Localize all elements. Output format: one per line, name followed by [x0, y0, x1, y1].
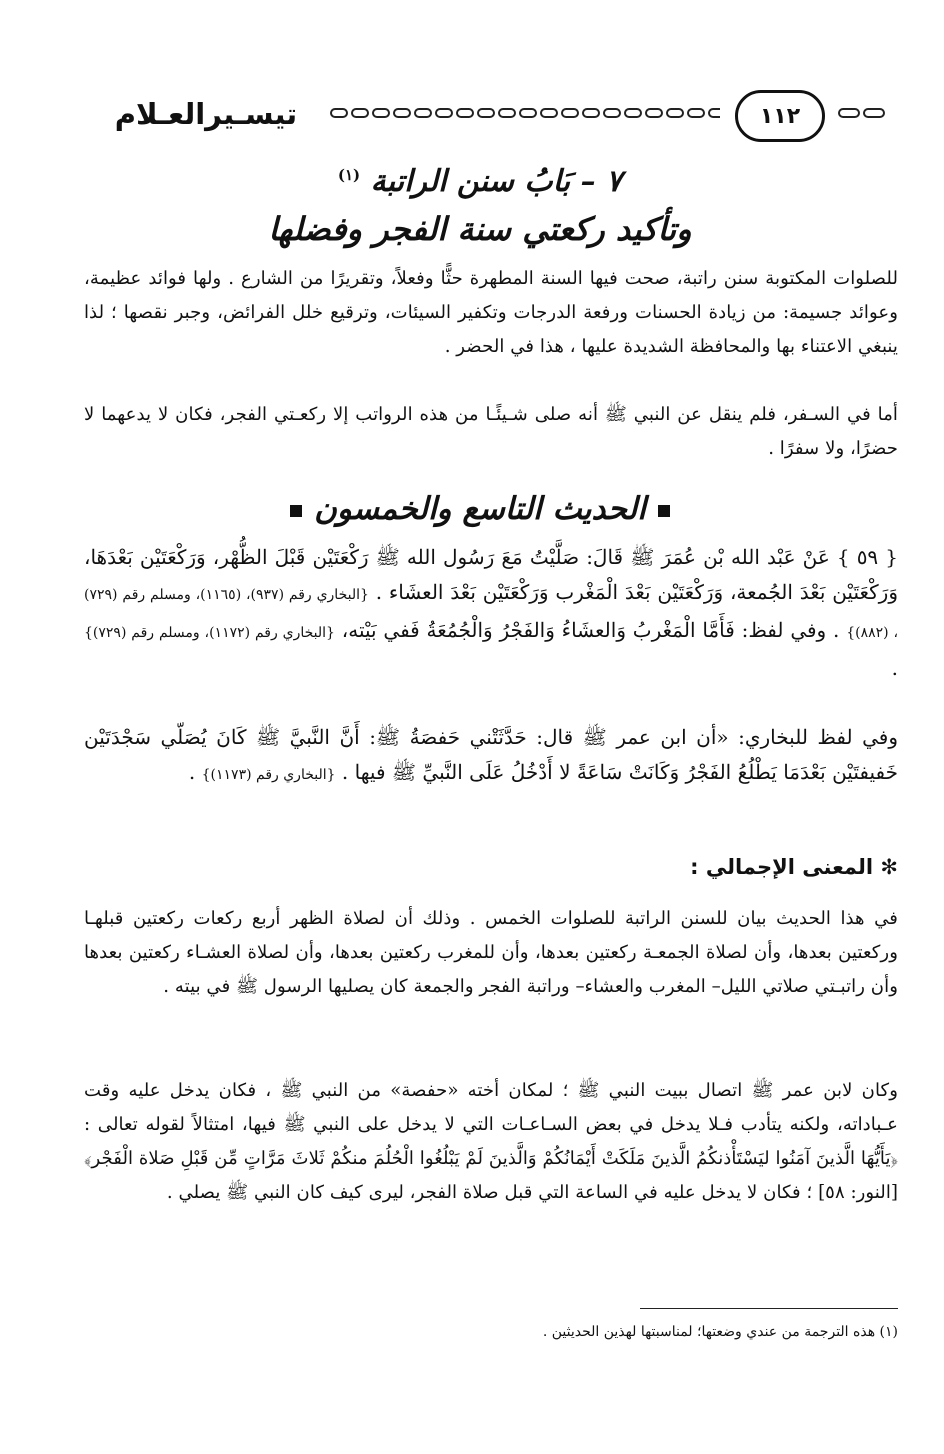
header-ornament-chain	[330, 108, 720, 122]
intro-paragraph-1: للصلوات المكتوبة سنن راتبة، صحت فيها السنة المطهرة حثًّا وفعلاً، وتقريرًا من الشارع . ولها فوائد عظيمة، وعوائد جسيمة: من زيادة الحسنات ورفعة الدرجات وتكفير السيئات، وترقيع خلل الفرائض، وجبر نقصها ؛ لذا ينبغي الاعتناء بها والمحافظة الشديدة عليها ، هذا في الحضر .	[84, 268, 898, 357]
hadith-reference-1: {البخاري رقم (٩٣٧)، (١١٦٥)، ومسلم رقم (٧٢٩) ، (٨٨٢)}	[84, 587, 899, 641]
hadith-text-2: . وفي لفظ: فَأَمَّا الْمَغْربُ وَالعشَاءُ وَالفَجْرُ وَالْجُمُعَةُ فَفي بَيْته،	[341, 618, 840, 642]
chapter-title-line1	[100, 152, 860, 205]
chapter-title-text: ٧ – بَابُ سنن الراتبة	[370, 164, 623, 199]
summary-paragraph-1: في هذا الحديث بيان للسنن الراتبة للصلوات الخمس . وذلك أن لصلاة الظهر أربع ركعات ركعتين قبلهـا وركعتين بعدها، وأن لصلاة الجمعـة ركعتين بعدها، وأن للمغرب ركعتين بعدها، وأن لصلاة العشـاء ركعتين بعدها وأن راتبـتي صلاتي الليل– المغرب والعشاء– وراتبة الفجر والجمعة كان يصليها الرسول ﷺ في بيته .	[84, 908, 898, 997]
hadith-text-1: عَنْ عَبْد الله بْن عُمَرَ ﷺ قَالَ: صَلَّيْتُ مَعَ رَسُول الله ﷺ رَكْعَتَيْن قَبْلَ الظُّهْر، وَرَكْعَتَيْن بَعْدَهَا، وَرَكْعَتَيْن بَعْدَ الجُمعة، وَرَكْعَتَيْن بَعْدَ الْمَغْرب وَرَكْعَتَيْن بَعْدَ العشَاء .	[84, 545, 898, 604]
header-ornament-small	[838, 108, 890, 122]
hadith-title	[100, 486, 860, 532]
hadith-number: { ٥٩ }	[836, 545, 898, 569]
summary-heading: ✻ المعنى الإجمالي :	[690, 855, 898, 879]
hadith-variant-block: وفي لفظ للبخاري: «أن ابن عمر ﷺ قال: حَدَّثَتْني حَفصَةُ ﷺ: أَنَّ النَّبيَّ ﷺ كَانَ يُصَلّي سَجْدَتَيْن خَفيفتَيْن بَعْدَمَا يَطْلُعُ الفَجْرُ وَكَانَتْ سَاعَةً لا أَدْخُلُ عَلَى النَّبيِّ ﷺ فيها . {البخاري رقم (١١٧٣)} .	[84, 725, 898, 784]
intro-paragraph-2: أما في السـفر، فلم ينقل عن النبي ﷺ أنه صلى شـيئًـا من هذه الرواتب إلا ركعـتي الفجر، فكان لا يدعهما لا حضرًا، ولا سفرًا .	[84, 404, 898, 459]
footnote-marker: (١)	[337, 166, 361, 184]
hadith-title-text: الحديث التاسع والخمسون	[314, 491, 646, 527]
hadith-text-3: وفي لفظ للبخاري: «أن ابن عمر ﷺ قال: حَدَّثَتْني حَفصَةُ ﷺ: أَنَّ النَّبيَّ ﷺ كَانَ يُصَلّي سَجْدَتَيْن خَفيفتَيْن بَعْدَمَا يَطْلُعُ الفَجْرُ وَكَانَتْ سَاعَةً لا أَدْخُلُ عَلَى النَّبيِّ ﷺ فيها .	[84, 725, 898, 784]
hadith-reference-2: {البخاري رقم (١١٧٢)، ومسلم رقم (٧٢٩)}	[84, 625, 335, 641]
summary-paragraph-2: وكان لابن عمر ﷺ اتصال ببيت النبي ﷺ ؛ لمكان أخته «حفصة» من النبي ﷺ ، فكان يدخل عليه وقت عـباداته، ولكنه يتأدب فـلا يدخل في بعض السـاعـات التي لا يدخل على النبي ﷺ فيها، امتثالاً لقوله تعالى : ﴿يَأَيُّهَا الَّذينَ آمَنُوا ليَسْتَأْذنكُمُ الَّذينَ مَلَكَتْ أَيْمَانُكُمْ وَالَّذينَ لَمْ يَبْلُغُوا الْحُلُمَ منكُمْ ثَلاثَ مَرَّاتٍ مِّن قَبْلِ صَلاة الْفَجْر﴾ [النور: ٥٨] ؛ فكان لا يدخل عليه في الساعة التي قبل صلاة الفجر، ليرى كيف كان النبي ﷺ يصلي .	[84, 1080, 898, 1203]
hadith-text-block: { ٥٩ } عَنْ عَبْد الله بْن عُمَرَ ﷺ قَالَ: صَلَّيْتُ مَعَ رَسُول الله ﷺ رَكْعَتَيْن قَبْلَ الظُّهْر، وَرَكْعَتَيْن بَعْدَهَا، وَرَكْعَتَيْن بَعْدَ الجُمعة، وَرَكْعَتَيْن بَعْدَ الْمَغْرب وَرَكْعَتَيْن بَعْدَ العشَاء . {البخاري رقم (٩٣٧)، (١١٦٥)، ومسلم رقم (٧٢٩) ، (٨٨٢)} . وفي لفظ: فَأَمَّا الْمَغْربُ وَالعشَاءُ وَالفَجْرُ وَالْجُمُعَةُ فَفي بَيْته، {البخاري رقم (١١٧٢)، ومسلم رقم (٧٢٩)} .	[84, 545, 899, 680]
chapter-title-line2: وتأكيد ركعتي سنة الفجر وفضلها	[268, 210, 692, 248]
running-title: تيسـيرالعـلام	[114, 97, 298, 131]
square-ornament	[658, 505, 670, 517]
footnote-divider	[640, 1308, 898, 1309]
footnote: (١) هذه الترجمة من عندي وضعتها؛ لمناسبتها لهذين الحديثين .	[542, 1324, 898, 1340]
hadith-reference-3: {البخاري رقم (١١٧٣)}	[201, 767, 336, 783]
page-number: ١١٢	[735, 90, 825, 142]
square-ornament	[290, 505, 302, 517]
